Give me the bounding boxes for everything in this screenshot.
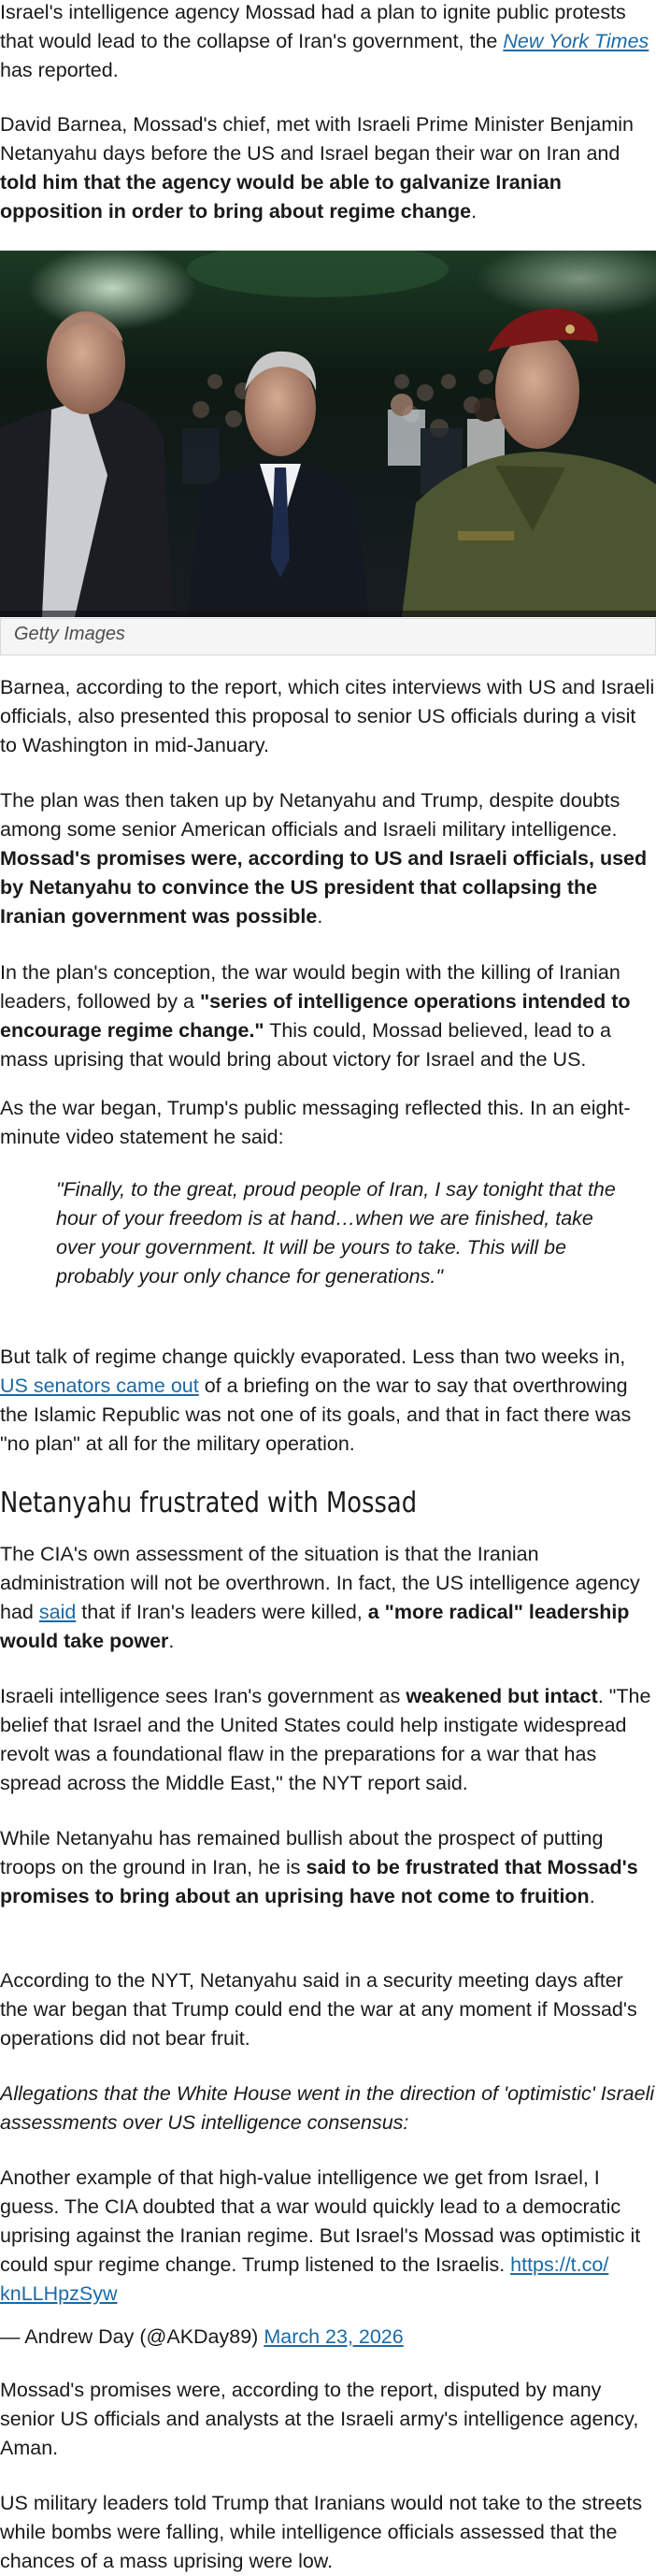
- paragraph-14: US military leaders told Trump that Iranians would not take to the streets while bombs were falling, while intelligence officials assessed that the chances of a mass uprising were low.: [0, 2492, 643, 2572]
- paragraph-3: Barnea, according to the report, which cites interviews with US and Israeli officials, also presented this proposal to senior US officials during a visit to Washington in mid-January.: [0, 676, 655, 756]
- cia-said-link[interactable]: said: [38, 1601, 77, 1623]
- paragraph-6: As the war began, Trump's public messaging reflected this. In an eight-minute video statement he said:: [0, 1097, 631, 1148]
- photo-caption: [0, 618, 656, 655]
- paragraph-10: While Netanyahu has remained bullish about the prospect of putting troops on the ground in Iran, he is said to be frustrated that Mossad's promises to bring about an uprising have not come to fruition.: [0, 1827, 638, 1907]
- trump-quote: "Finally, to the great, proud people of Iran, I say tonight that the hour of your freedom is at hand…when we are finished, take over your government. It will be yours to take. This will be probably your only chance for generations.": [56, 1178, 616, 1288]
- nyt-link[interactable]: New York Times: [503, 30, 649, 52]
- paragraph-9: Israeli intelligence sees Iran's government as weakened but intact. "The belief that Israel and the United States could help instigate widespread revolt was a foundational flaw in the preparations for a war that has spread across the Middle East," the NYT report said.: [0, 1685, 651, 1794]
- paragraph-5: In the plan's conception, the war would begin with the killing of Iranian leaders, followed by a "series of intelligence operations intended to encourage regime change." This could, Mossad believed, lead to a mass uprising that would bring about victory for Israel and the US.: [0, 961, 631, 1071]
- embedded-tweet-text: Another example of that high-value intelligence we get from Israel, I guess. The CIA doubted that a war would quickly lead to a democratic uprising against the Iranian regime. But Israel's Mossad was optimistic it could spur regime change. Trump listened to the Israelis. https://t.co/ knLLHpzSyw: [0, 2166, 641, 2305]
- section-heading: Netanyahu frustrated with Mossad: [0, 1487, 418, 1519]
- paragraph-1: Israel's intelligence agency Mossad had a plan to ignite public protests that would lead to the collapse of Iran's government, the New York Times has reported.: [0, 1, 649, 81]
- paragraph-7: But talk of regime change quickly evaporated. Less than two weeks in, US senators came out of a briefing on the war to say that overthrowing the Islamic Republic was not one of its goals, and that in fact there was "no plan" at all for the military operation.: [0, 1346, 632, 1455]
- paragraph-11: According to the NYT, Netanyahu said in a security meeting days after the war began that Trump could end the war at any moment if Mossad's operations did not bear fruit.: [0, 1969, 637, 2050]
- tweet-attribution: — Andrew Day (@AKDay89) March 23, 2026: [0, 2325, 404, 2348]
- paragraph-4: The plan was then taken up by Netanyahu and Trump, despite doubts among some senior American officials and Israeli military intelligence. Mossad's promises were, according to US and Israeli officials, used by Netanyahu to convince the US president that collapsing the Iranian government was possible.: [0, 789, 648, 928]
- tweet-date-link[interactable]: March 23, 2026: [264, 2325, 404, 2348]
- paragraph-8: The CIA's own assessment of the situation is that the Iranian administration will not be overthrown. In fact, the US intelligence agency had said that if Iran's leaders were killed, a "more radical" leadership would take power.: [0, 1543, 640, 1652]
- paragraph-2: David Barnea, Mossad's chief, met with Israeli Prime Minister Benjamin Netanyahu days before the US and Israel began their war on Iran and told him that the agency would be able to galvanize Iranian opposition in order to bring about regime change.: [0, 113, 635, 223]
- senators-link[interactable]: US senators came out: [0, 1374, 199, 1397]
- paragraph-12: Allegations that the White House went in the direction of 'optimistic' Israeli assessments over US intelligence consensus:: [0, 2082, 655, 2134]
- photo-credit: Getty Images: [14, 624, 125, 644]
- photo-illustration: [0, 251, 656, 617]
- paragraph-13: Mossad's promises were, according to the report, disputed by many senior US officials and analysts at the Israeli army's intelligence agency, Aman.: [0, 2379, 639, 2459]
- article-photo: [0, 251, 656, 617]
- tweet-link[interactable]: https://t.co/ knLLHpzSyw: [0, 2253, 609, 2305]
